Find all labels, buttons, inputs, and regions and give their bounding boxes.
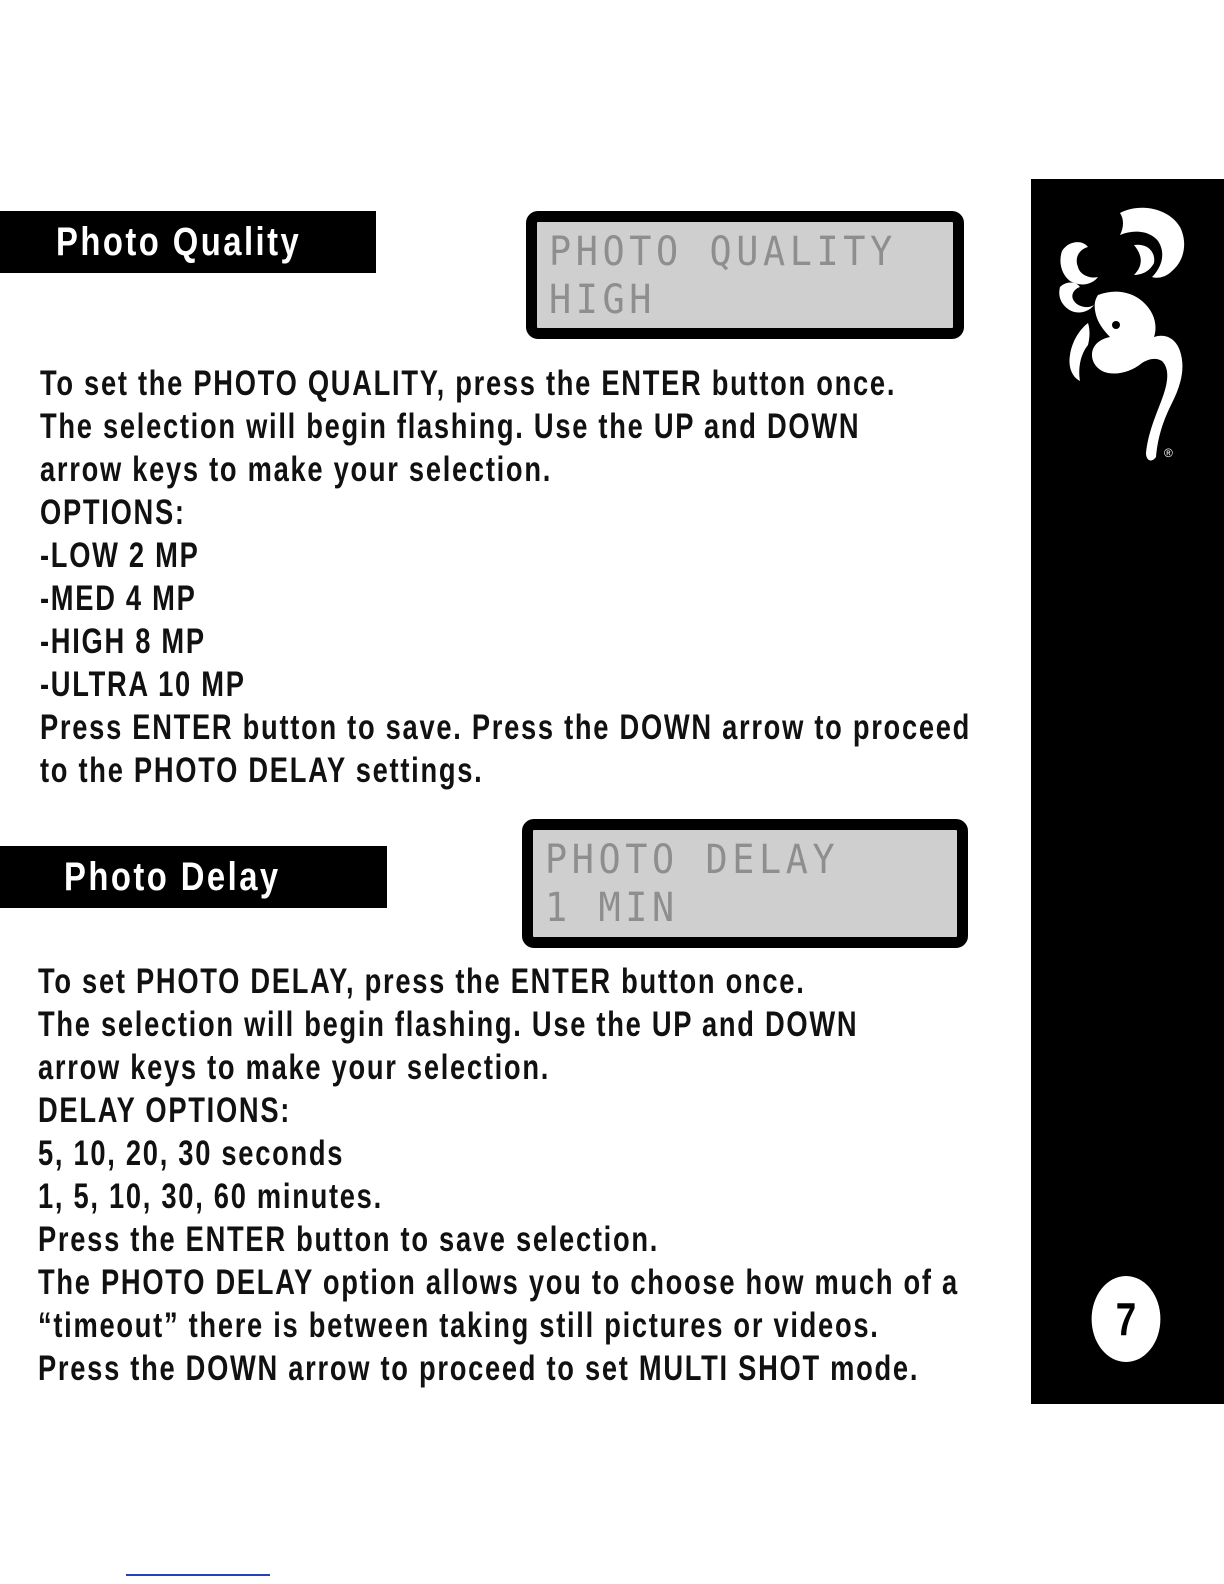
text-line: arrow keys to make your selection. — [38, 1048, 551, 1087]
text-line: To set PHOTO DELAY, press the ENTER button once. — [38, 962, 806, 1001]
lcd-line-2: 1 MIN — [545, 885, 679, 931]
text-line: The PHOTO DELAY option allows you to choose how much of a — [38, 1263, 959, 1302]
option-ultra: -ULTRA 10 MP — [40, 665, 246, 704]
lcd-display-photo-delay — [522, 819, 968, 948]
option-low: -LOW 2 MP — [40, 536, 200, 575]
text-line: The selection will begin flashing. Use the UP and DOWN — [38, 1005, 859, 1044]
section-heading-label: Photo Delay — [64, 854, 281, 899]
svg-text:®: ® — [1164, 446, 1173, 460]
text-line: Press the ENTER button to save selection. — [38, 1220, 660, 1259]
lcd-line-1: PHOTO QUALITY — [549, 229, 897, 275]
text-line: To set the PHOTO QUALITY, press the ENTER button once. — [40, 364, 897, 403]
text-line: arrow keys to make your selection. — [40, 450, 553, 489]
footer-divider — [126, 1574, 270, 1576]
section-heading-label: Photo Quality — [56, 219, 302, 264]
text-line: “timeout” there is between taking still pictures or videos. — [38, 1306, 880, 1345]
option-med: -MED 4 MP — [40, 579, 197, 618]
options-heading: OPTIONS: — [40, 493, 186, 532]
delay-seconds-options: 5, 10, 20, 30 seconds — [38, 1134, 345, 1173]
text-line: The selection will begin flashing. Use the UP and DOWN — [40, 407, 861, 446]
lcd-display-photo-quality — [526, 211, 964, 339]
option-high: -HIGH 8 MP — [40, 622, 206, 661]
delay-minutes-options: 1, 5, 10, 30, 60 minutes. — [38, 1177, 383, 1216]
page-number-badge: 7 — [1092, 1276, 1161, 1362]
lcd-line-1: PHOTO DELAY — [545, 837, 840, 883]
text-line: to the PHOTO DELAY settings. — [40, 751, 484, 790]
text-line: Press ENTER button to save. Press the DOWN arrow to proceed — [40, 708, 972, 747]
options-heading: DELAY OPTIONS: — [38, 1091, 292, 1130]
photo-quality-instructions — [40, 362, 1224, 792]
section-heading-photo-delay — [0, 846, 387, 908]
lcd-line-2: HIGH — [549, 277, 657, 323]
section-heading-photo-quality — [0, 211, 376, 273]
photo-delay-instructions — [38, 960, 1219, 1390]
text-line: Press the DOWN arrow to proceed to set MULTI SHOT mode. — [38, 1349, 920, 1388]
